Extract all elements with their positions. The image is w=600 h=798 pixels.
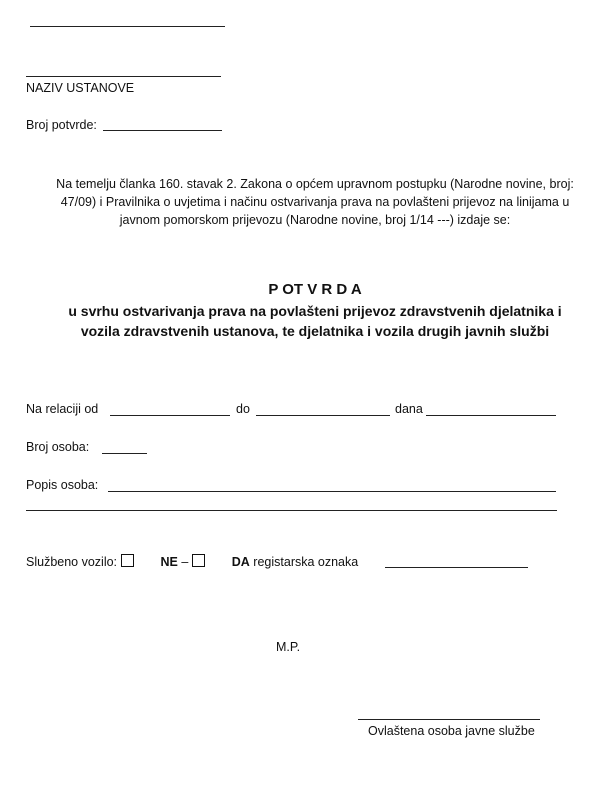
number-label: Broj potvrde: xyxy=(26,118,97,132)
route-from-line[interactable] xyxy=(110,415,230,416)
persons-count-label: Broj osoba: xyxy=(26,440,90,454)
subtitle-line: u svrhu ostvarivanja prava na povlašteni prijevoz zdravstvenih djelatnika i xyxy=(68,303,562,319)
plate-line[interactable] xyxy=(385,567,528,568)
vehicle-row xyxy=(26,554,358,569)
intro-line: javnom pomorskom prijevozu (Narodne novine, broj 1/14 ---) izdaje se: xyxy=(119,213,511,227)
checkbox-no[interactable] xyxy=(121,554,134,567)
dash: – xyxy=(181,555,189,569)
stamp-label: M.P. xyxy=(276,640,301,654)
route-to-line[interactable] xyxy=(256,415,390,416)
persons-list-line-2[interactable] xyxy=(26,510,557,511)
vehicle-label: Službeno vozilo: xyxy=(26,555,118,569)
date-label: dana xyxy=(395,402,423,416)
signature-label: Ovlaštena osoba javne službe xyxy=(368,724,535,738)
intro-line: Na temelju članka 160. stavak 2. Zakona o općem upravnom postupku (Narodne novine, broj: xyxy=(56,177,574,191)
yes-label: DA xyxy=(231,555,250,569)
no-label: NE xyxy=(160,555,178,569)
institution-label: NAZIV USTANOVE xyxy=(26,81,135,95)
institution-line[interactable] xyxy=(26,76,221,77)
checkbox-yes[interactable] xyxy=(192,554,205,567)
number-line[interactable] xyxy=(103,130,222,131)
plate-label: registarska oznaka xyxy=(253,555,359,569)
subtitle-line: vozila zdravstvenih ustanova, te djelatnika i vozila drugih javnih službi xyxy=(80,323,550,339)
intro-line: 47/09) i Pravilnika o uvjetima i načinu ostvarivanja prava na povlašteni prijevoz na linijama u xyxy=(60,195,570,209)
route-to-label: do xyxy=(236,402,250,416)
document-title: P OT V R D A xyxy=(268,281,362,298)
date-line[interactable] xyxy=(426,415,556,416)
persons-list-line[interactable] xyxy=(108,491,556,492)
persons-list-label: Popis osoba: xyxy=(26,478,99,492)
signature-line[interactable] xyxy=(358,719,540,720)
top-blank-line[interactable] xyxy=(30,26,225,27)
route-from-label: Na relaciji od xyxy=(26,402,99,416)
persons-count-line[interactable] xyxy=(102,453,147,454)
